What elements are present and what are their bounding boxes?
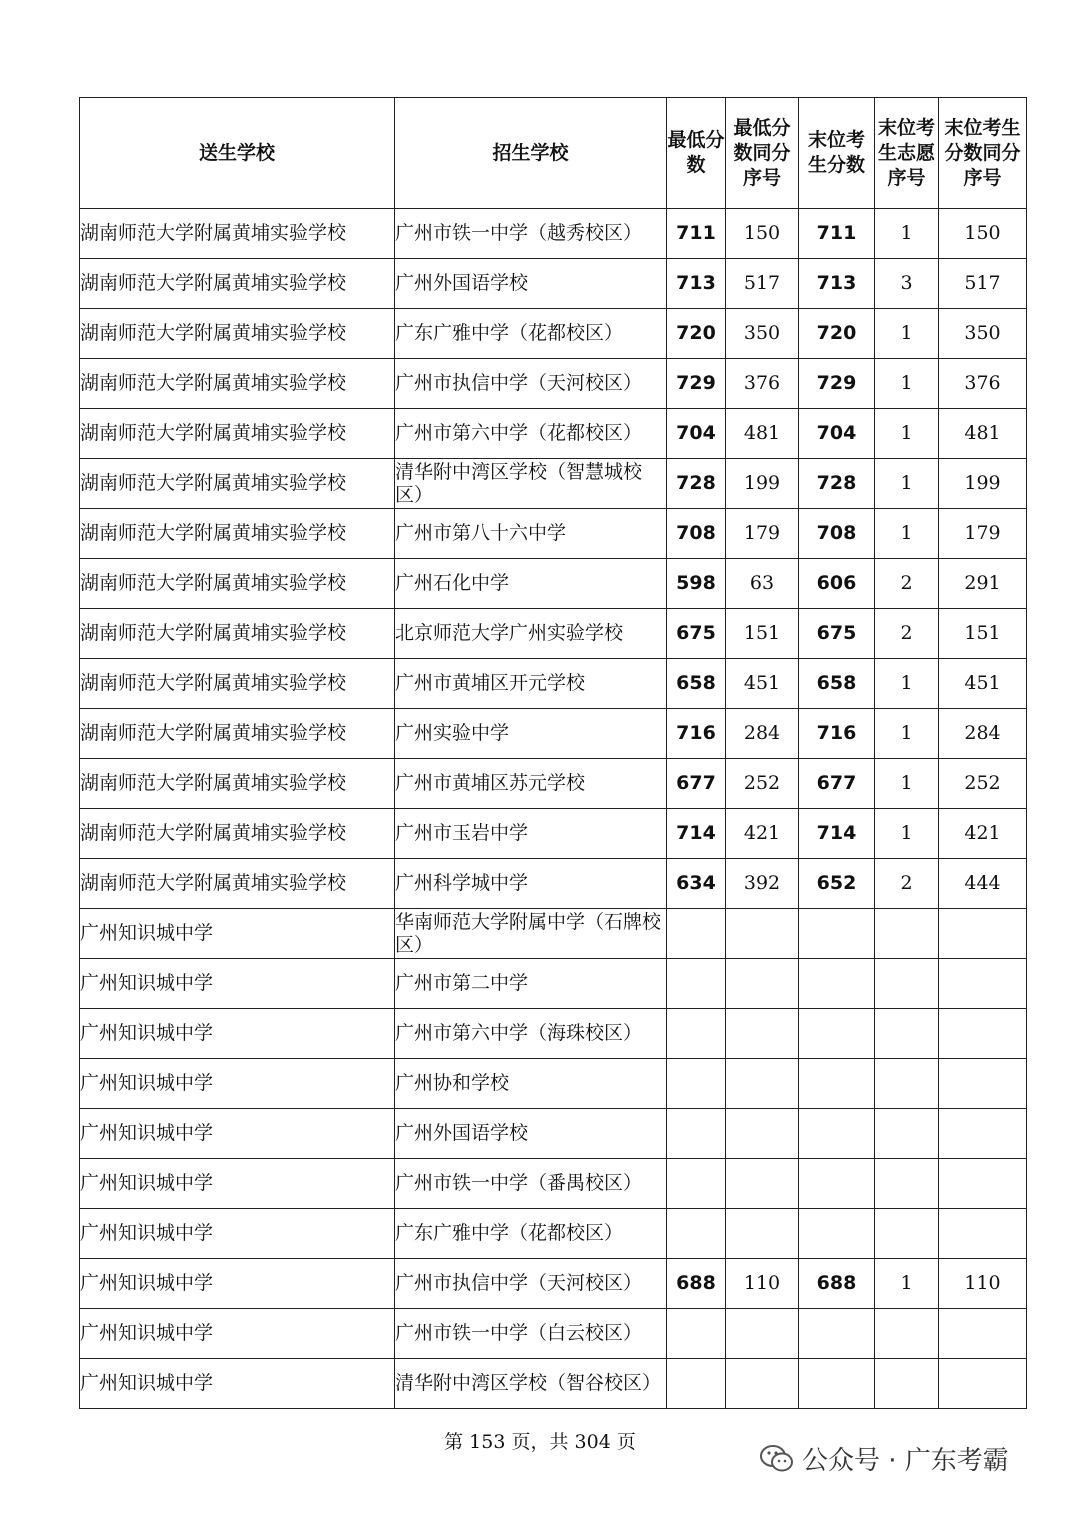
cell-send-school: 湖南师范大学附属黄埔实验学校	[80, 759, 395, 809]
cell-last-rank	[939, 959, 1027, 1009]
cell-last-choice: 1	[875, 1259, 939, 1309]
cell-last-rank	[939, 1359, 1027, 1409]
cell-min-score: 634	[667, 859, 726, 909]
header-admit-school: 招生学校	[395, 98, 667, 209]
cell-last-choice: 1	[875, 309, 939, 359]
table-row	[80, 1309, 1027, 1359]
table-row	[80, 1159, 1027, 1209]
cell-send-school: 湖南师范大学附属黄埔实验学校	[80, 209, 395, 259]
cell-last-rank: 110	[939, 1259, 1027, 1309]
cell-admit-school: 广州市铁一中学（番禺校区）	[395, 1159, 667, 1209]
cell-min-score-rank	[726, 909, 799, 959]
cell-last-rank	[939, 1309, 1027, 1359]
cell-min-score-rank	[726, 1209, 799, 1259]
cell-last-score: 729	[799, 359, 875, 409]
table-row	[80, 459, 1027, 509]
cell-min-score: 714	[667, 809, 726, 859]
cell-min-score: 728	[667, 459, 726, 509]
cell-admit-school: 华南师范大学附属中学（石牌校区）	[395, 909, 667, 959]
cell-last-score	[799, 1209, 875, 1259]
cell-min-score-rank	[726, 1359, 799, 1409]
cell-admit-school: 广州市铁一中学（白云校区）	[395, 1309, 667, 1359]
cell-admit-school: 广州科学城中学	[395, 859, 667, 909]
table-row	[80, 809, 1027, 859]
cell-send-school: 湖南师范大学附属黄埔实验学校	[80, 809, 395, 859]
cell-last-score: 728	[799, 459, 875, 509]
cell-min-score-rank: 517	[726, 259, 799, 309]
cell-min-score	[667, 1159, 726, 1209]
cell-admit-school: 广州市黄埔区苏元学校	[395, 759, 667, 809]
cell-last-score: 713	[799, 259, 875, 309]
cell-min-score	[667, 1209, 726, 1259]
cell-last-choice: 1	[875, 359, 939, 409]
cell-last-choice	[875, 1359, 939, 1409]
cell-last-choice: 2	[875, 859, 939, 909]
cell-admit-school: 广州外国语学校	[395, 1109, 667, 1159]
cell-last-rank: 252	[939, 759, 1027, 809]
cell-send-school: 广州知识城中学	[80, 1109, 395, 1159]
cell-last-rank: 179	[939, 509, 1027, 559]
cell-min-score	[667, 1009, 726, 1059]
cell-min-score: 658	[667, 659, 726, 709]
table-row	[80, 909, 1027, 959]
cell-last-choice	[875, 1309, 939, 1359]
table-row	[80, 559, 1027, 609]
cell-last-choice: 2	[875, 559, 939, 609]
table-row	[80, 1009, 1027, 1059]
table-row	[80, 759, 1027, 809]
cell-last-score: 688	[799, 1259, 875, 1309]
cell-last-score	[799, 909, 875, 959]
cell-min-score: 708	[667, 509, 726, 559]
cell-min-score-rank: 451	[726, 659, 799, 709]
cell-last-choice: 1	[875, 759, 939, 809]
cell-min-score-rank: 150	[726, 209, 799, 259]
cell-last-rank: 376	[939, 359, 1027, 409]
cell-min-score: 720	[667, 309, 726, 359]
cell-send-school: 湖南师范大学附属黄埔实验学校	[80, 709, 395, 759]
cell-min-score	[667, 909, 726, 959]
cell-last-rank: 517	[939, 259, 1027, 309]
cell-min-score-rank	[726, 1109, 799, 1159]
cell-last-score: 677	[799, 759, 875, 809]
table-row	[80, 709, 1027, 759]
cell-min-score-rank	[726, 1059, 799, 1109]
cell-last-score: 704	[799, 409, 875, 459]
table-row	[80, 359, 1027, 409]
cell-admit-school: 广州市第六中学（花都校区）	[395, 409, 667, 459]
admission-table	[79, 97, 1027, 1409]
cell-last-choice: 2	[875, 609, 939, 659]
cell-send-school: 湖南师范大学附属黄埔实验学校	[80, 609, 395, 659]
cell-send-school: 广州知识城中学	[80, 959, 395, 1009]
cell-send-school: 湖南师范大学附属黄埔实验学校	[80, 409, 395, 459]
cell-last-score	[799, 1059, 875, 1109]
cell-admit-school: 广州市执信中学（天河校区）	[395, 359, 667, 409]
header-row	[80, 98, 1027, 209]
header-send-school: 送生学校	[80, 98, 395, 209]
cell-last-rank: 451	[939, 659, 1027, 709]
cell-last-score: 658	[799, 659, 875, 709]
cell-send-school: 湖南师范大学附属黄埔实验学校	[80, 659, 395, 709]
cell-admit-school: 广州市第八十六中学	[395, 509, 667, 559]
cell-admit-school: 广东广雅中学（花都校区）	[395, 309, 667, 359]
cell-last-score	[799, 1309, 875, 1359]
cell-min-score: 716	[667, 709, 726, 759]
cell-last-score: 675	[799, 609, 875, 659]
cell-last-score	[799, 1359, 875, 1409]
cell-min-score: 711	[667, 209, 726, 259]
cell-last-rank	[939, 1109, 1027, 1159]
cell-send-school: 湖南师范大学附属黄埔实验学校	[80, 309, 395, 359]
cell-send-school: 湖南师范大学附属黄埔实验学校	[80, 459, 395, 509]
cell-last-choice: 1	[875, 659, 939, 709]
cell-last-score: 708	[799, 509, 875, 559]
cell-min-score-rank: 252	[726, 759, 799, 809]
cell-last-rank	[939, 909, 1027, 959]
cell-last-rank: 151	[939, 609, 1027, 659]
cell-min-score: 704	[667, 409, 726, 459]
cell-admit-school: 广州协和学校	[395, 1059, 667, 1109]
cell-send-school: 广州知识城中学	[80, 909, 395, 959]
cell-admit-school: 广州市铁一中学（越秀校区）	[395, 209, 667, 259]
cell-send-school: 湖南师范大学附属黄埔实验学校	[80, 559, 395, 609]
cell-last-choice: 1	[875, 509, 939, 559]
cell-admit-school: 清华附中湾区学校（智慧城校区）	[395, 459, 667, 509]
cell-min-score: 729	[667, 359, 726, 409]
cell-send-school: 广州知识城中学	[80, 1309, 395, 1359]
header-last-score: 末位考生分数	[799, 98, 875, 209]
table-row	[80, 509, 1027, 559]
header-last-rank: 末位考生分数同分序号	[939, 98, 1027, 209]
cell-send-school: 广州知识城中学	[80, 1209, 395, 1259]
cell-admit-school: 广州市黄埔区开元学校	[395, 659, 667, 709]
cell-last-score: 716	[799, 709, 875, 759]
cell-last-choice: 1	[875, 809, 939, 859]
cell-admit-school: 广州实验中学	[395, 709, 667, 759]
cell-last-choice: 1	[875, 409, 939, 459]
watermark	[760, 1440, 1009, 1477]
cell-min-score-rank	[726, 1159, 799, 1209]
wechat-icon	[760, 1444, 794, 1474]
cell-min-score	[667, 1059, 726, 1109]
cell-last-score: 711	[799, 209, 875, 259]
table-row	[80, 1209, 1027, 1259]
cell-admit-school: 广州市第二中学	[395, 959, 667, 1009]
table-row	[80, 209, 1027, 259]
admission-table-container	[79, 97, 1026, 1409]
cell-admit-school: 北京师范大学广州实验学校	[395, 609, 667, 659]
cell-send-school: 湖南师范大学附属黄埔实验学校	[80, 509, 395, 559]
cell-last-rank: 481	[939, 409, 1027, 459]
cell-min-score	[667, 1359, 726, 1409]
table-body	[80, 209, 1027, 1409]
cell-min-score-rank: 179	[726, 509, 799, 559]
table-row	[80, 1109, 1027, 1159]
table-row	[80, 859, 1027, 909]
cell-last-rank: 421	[939, 809, 1027, 859]
cell-admit-school: 广州市执信中学（天河校区）	[395, 1259, 667, 1309]
cell-last-score: 606	[799, 559, 875, 609]
cell-min-score-rank: 199	[726, 459, 799, 509]
cell-last-choice: 1	[875, 209, 939, 259]
cell-send-school: 广州知识城中学	[80, 1259, 395, 1309]
table-row	[80, 409, 1027, 459]
cell-admit-school: 广州市玉岩中学	[395, 809, 667, 859]
cell-send-school: 湖南师范大学附属黄埔实验学校	[80, 859, 395, 909]
cell-min-score-rank	[726, 1009, 799, 1059]
cell-last-choice	[875, 1209, 939, 1259]
cell-last-choice: 1	[875, 709, 939, 759]
cell-min-score-rank: 350	[726, 309, 799, 359]
table-row	[80, 959, 1027, 1009]
cell-send-school: 广州知识城中学	[80, 1159, 395, 1209]
cell-min-score: 598	[667, 559, 726, 609]
cell-last-score: 652	[799, 859, 875, 909]
cell-last-choice: 3	[875, 259, 939, 309]
cell-min-score-rank: 63	[726, 559, 799, 609]
cell-send-school: 广州知识城中学	[80, 1009, 395, 1059]
cell-last-rank	[939, 1209, 1027, 1259]
cell-admit-school: 广州石化中学	[395, 559, 667, 609]
table-row	[80, 609, 1027, 659]
cell-last-rank: 199	[939, 459, 1027, 509]
table-row	[80, 1059, 1027, 1109]
cell-last-rank: 350	[939, 309, 1027, 359]
header-last-choice: 末位考生志愿序号	[875, 98, 939, 209]
cell-min-score-rank: 110	[726, 1259, 799, 1309]
cell-admit-school: 广东广雅中学（花都校区）	[395, 1209, 667, 1259]
cell-last-score	[799, 959, 875, 1009]
cell-min-score	[667, 959, 726, 1009]
table-row	[80, 1359, 1027, 1409]
cell-min-score-rank	[726, 1309, 799, 1359]
header-min-score-rank: 最低分数同分序号	[726, 98, 799, 209]
cell-min-score-rank: 481	[726, 409, 799, 459]
table-row	[80, 259, 1027, 309]
watermark-text: 公众号 · 广东考霸	[802, 1446, 1009, 1476]
cell-last-choice	[875, 1009, 939, 1059]
cell-min-score	[667, 1309, 726, 1359]
cell-send-school: 广州知识城中学	[80, 1359, 395, 1409]
cell-last-choice	[875, 1159, 939, 1209]
cell-last-score: 714	[799, 809, 875, 859]
cell-last-rank: 284	[939, 709, 1027, 759]
cell-min-score-rank: 392	[726, 859, 799, 909]
table-row	[80, 1259, 1027, 1309]
cell-min-score-rank: 421	[726, 809, 799, 859]
cell-min-score: 677	[667, 759, 726, 809]
page-footer: 第 153 页，共 304 页	[444, 1431, 636, 1453]
cell-last-rank	[939, 1159, 1027, 1209]
cell-admit-school: 清华附中湾区学校（智谷校区）	[395, 1359, 667, 1409]
cell-last-rank: 444	[939, 859, 1027, 909]
cell-admit-school: 广州市第六中学（海珠校区）	[395, 1009, 667, 1059]
cell-last-choice	[875, 909, 939, 959]
cell-last-choice	[875, 1059, 939, 1109]
cell-min-score-rank: 376	[726, 359, 799, 409]
cell-min-score: 675	[667, 609, 726, 659]
header-min-score: 最低分数	[667, 98, 726, 209]
cell-min-score-rank	[726, 959, 799, 1009]
cell-min-score: 713	[667, 259, 726, 309]
cell-min-score-rank: 151	[726, 609, 799, 659]
cell-last-score	[799, 1109, 875, 1159]
cell-last-score	[799, 1159, 875, 1209]
cell-min-score	[667, 1109, 726, 1159]
cell-admit-school: 广州外国语学校	[395, 259, 667, 309]
table-row	[80, 659, 1027, 709]
cell-last-score	[799, 1009, 875, 1059]
cell-last-score: 720	[799, 309, 875, 359]
cell-last-choice: 1	[875, 459, 939, 509]
cell-min-score-rank: 284	[726, 709, 799, 759]
cell-last-rank	[939, 1009, 1027, 1059]
cell-last-choice	[875, 959, 939, 1009]
cell-send-school: 湖南师范大学附属黄埔实验学校	[80, 359, 395, 409]
cell-send-school: 广州知识城中学	[80, 1059, 395, 1109]
cell-last-rank: 291	[939, 559, 1027, 609]
cell-last-rank	[939, 1059, 1027, 1109]
cell-last-rank: 150	[939, 209, 1027, 259]
cell-send-school: 湖南师范大学附属黄埔实验学校	[80, 259, 395, 309]
cell-min-score: 688	[667, 1259, 726, 1309]
cell-last-choice	[875, 1109, 939, 1159]
table-row	[80, 309, 1027, 359]
